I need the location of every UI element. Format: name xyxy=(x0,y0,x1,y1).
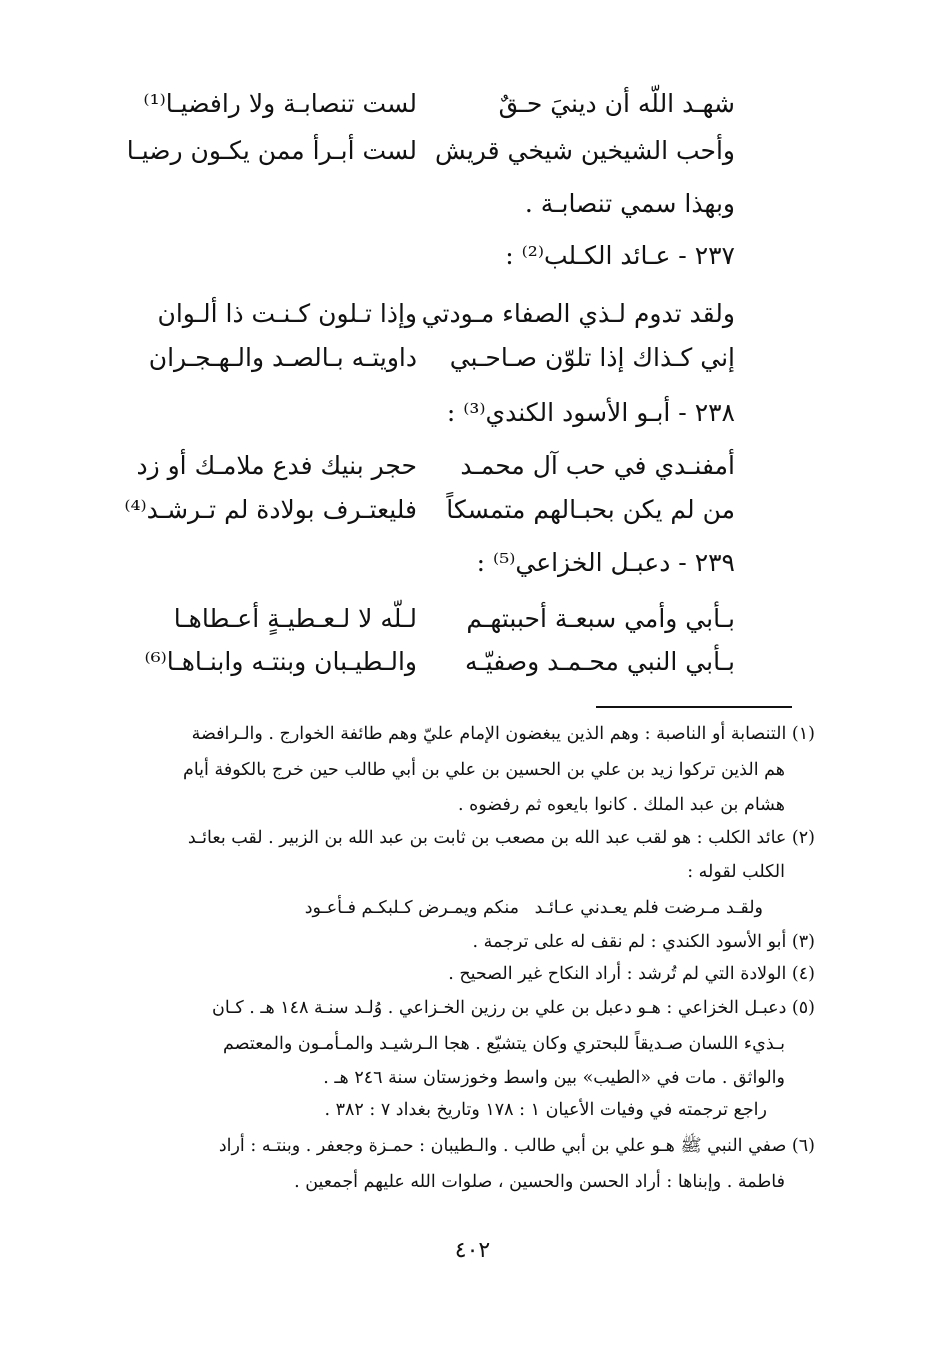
footnote-3: (٣) أبو الأسود الكندي : لم نقف له على ترجمة . xyxy=(472,932,815,952)
footnote-5-line-4: راجع ترجمته في وفيات الأعيان ١ : ١٧٨ وتاريخ بغداد ٧ : ٣٨٢ . xyxy=(324,1100,767,1120)
footnote-5-line-1: (٥) دعبـل الخزاعي : هـو دعبل بن علي بن رزين الخـزاعي . وُلـد سنـة ١٤٨ هـ . كـان xyxy=(212,998,815,1018)
verse-hemistich-1: بـأبي النبي محـمـد وصفيّـه xyxy=(465,647,735,676)
verse-hemistich-1: من لم يكن بحبـالهم متمسكاً xyxy=(446,495,735,524)
entry-heading-238: ٢٣٨ - أبـو الأسود الكندي⁽³⁾ : xyxy=(446,398,735,427)
footnote-2-verse-h1: ولقـد مـرضت فلم يعـدني عـائـد xyxy=(534,898,763,918)
verse-hemistich-2: وإذا تـلون كـنـت ذا ألـوان xyxy=(157,299,417,328)
footnote-2-verse-h2: منكم ويمـرض كـلبكـم فـأعـود xyxy=(304,898,519,918)
verse-hemistich-2: فليعتـرف بولادة لم تـرشـد⁽⁴⁾ xyxy=(124,495,417,524)
entry-heading-239: ٢٣٩ - دعبـل الخزاعي⁽⁵⁾ : xyxy=(476,548,735,577)
verse-hemistich-2: لـلّه لا لـعـطيـةٍ أعـطاهـا xyxy=(173,604,417,633)
verse-hemistich-2: والـطيـبان وبنتـه وابنـاهـا⁽⁶⁾ xyxy=(144,647,417,676)
footnote-2-line-2: الكلب لقوله : xyxy=(687,862,785,882)
footnote-6-line-1: (٦) صفي النبي ﷺ هـو علي بن أبي طالب . والـطيبان : حمـزة وجعفر . وبنتـه : أراد xyxy=(218,1136,815,1156)
footnote-5-line-3: والواثق . مات في «الطيب» بين واسط وخوزستان سنة ٢٤٦ هـ . xyxy=(323,1068,785,1088)
footnote-1-line-3: هشام بن عبد الملك . كانوا بايعوه ثم رفضوه . xyxy=(457,795,785,815)
poem-after-text: وبهذا سمي تنصابـة . xyxy=(524,189,735,218)
footnote-1-line-2: هم الذين تركوا زيد بن علي بن الحسين بن علي بن أبي طالب حين خرج بالكوفة أيام xyxy=(182,760,785,780)
footnote-1-line-1: (١) التنصابة أو الناصبة : وهم الذين يبغضون الإمام عليّ وهم طائفة الخوارج . والـرافضة xyxy=(191,724,815,744)
verse-hemistich-1: أمفنـدي في حب آل محمـد xyxy=(460,451,735,480)
entry-heading-237: ٢٣٧ - عـائد الكـلب⁽²⁾ : xyxy=(505,241,735,270)
verse-hemistich-2: لست أبـرأ ممن يكـون رضيـا xyxy=(126,136,417,165)
verse-hemistich-2: حجر بنيك فدع ملامـك أو زد xyxy=(136,451,417,480)
verse-hemistich-1: وأحب الشيخين شيخي قريش xyxy=(434,136,735,165)
verse-hemistich-1: ولقد تدوم لـذي الصفاء مـودتي xyxy=(421,299,735,328)
footnote-4: (٤) الولادة التي لم تُرشد : أراد النكاح غير الصحيح . xyxy=(448,964,815,984)
footnote-2-line-1: (٢) عائد الكلب : هو لقب عبد الله بن مصعب بن ثابت بن عبد الله بن الزبير . لقب بعائـد xyxy=(187,828,815,848)
footnote-5-line-2: بـذيء اللسان صـديقاً للبحتري وكان يتشيّع . هجا الـرشيـد والمـأمـون والمعتصم xyxy=(223,1034,785,1054)
footnote-separator xyxy=(596,706,792,708)
verse-hemistich-1: بـأبي وأمي سبعـة أحببتهـم xyxy=(466,604,735,633)
verse-hemistich-1: شهـد اللّه أن دينيَ حـقٌ xyxy=(498,89,735,118)
page-number: ٤٠٢ xyxy=(454,1238,491,1263)
footnote-6-line-2: فاطمة . وإبناها : أراد الحسن والحسين ، صلوات الله عليهم أجمعين . xyxy=(294,1172,785,1192)
verse-hemistich-2: لست تنصابـة ولا رافضيـا⁽¹⁾ xyxy=(143,89,417,118)
verse-hemistich-2: داويتـه بـالصـد والـهـجـران xyxy=(148,343,417,372)
verse-hemistich-1: إني كـذاك إذا تلوّن صـاحـبي xyxy=(449,343,735,372)
